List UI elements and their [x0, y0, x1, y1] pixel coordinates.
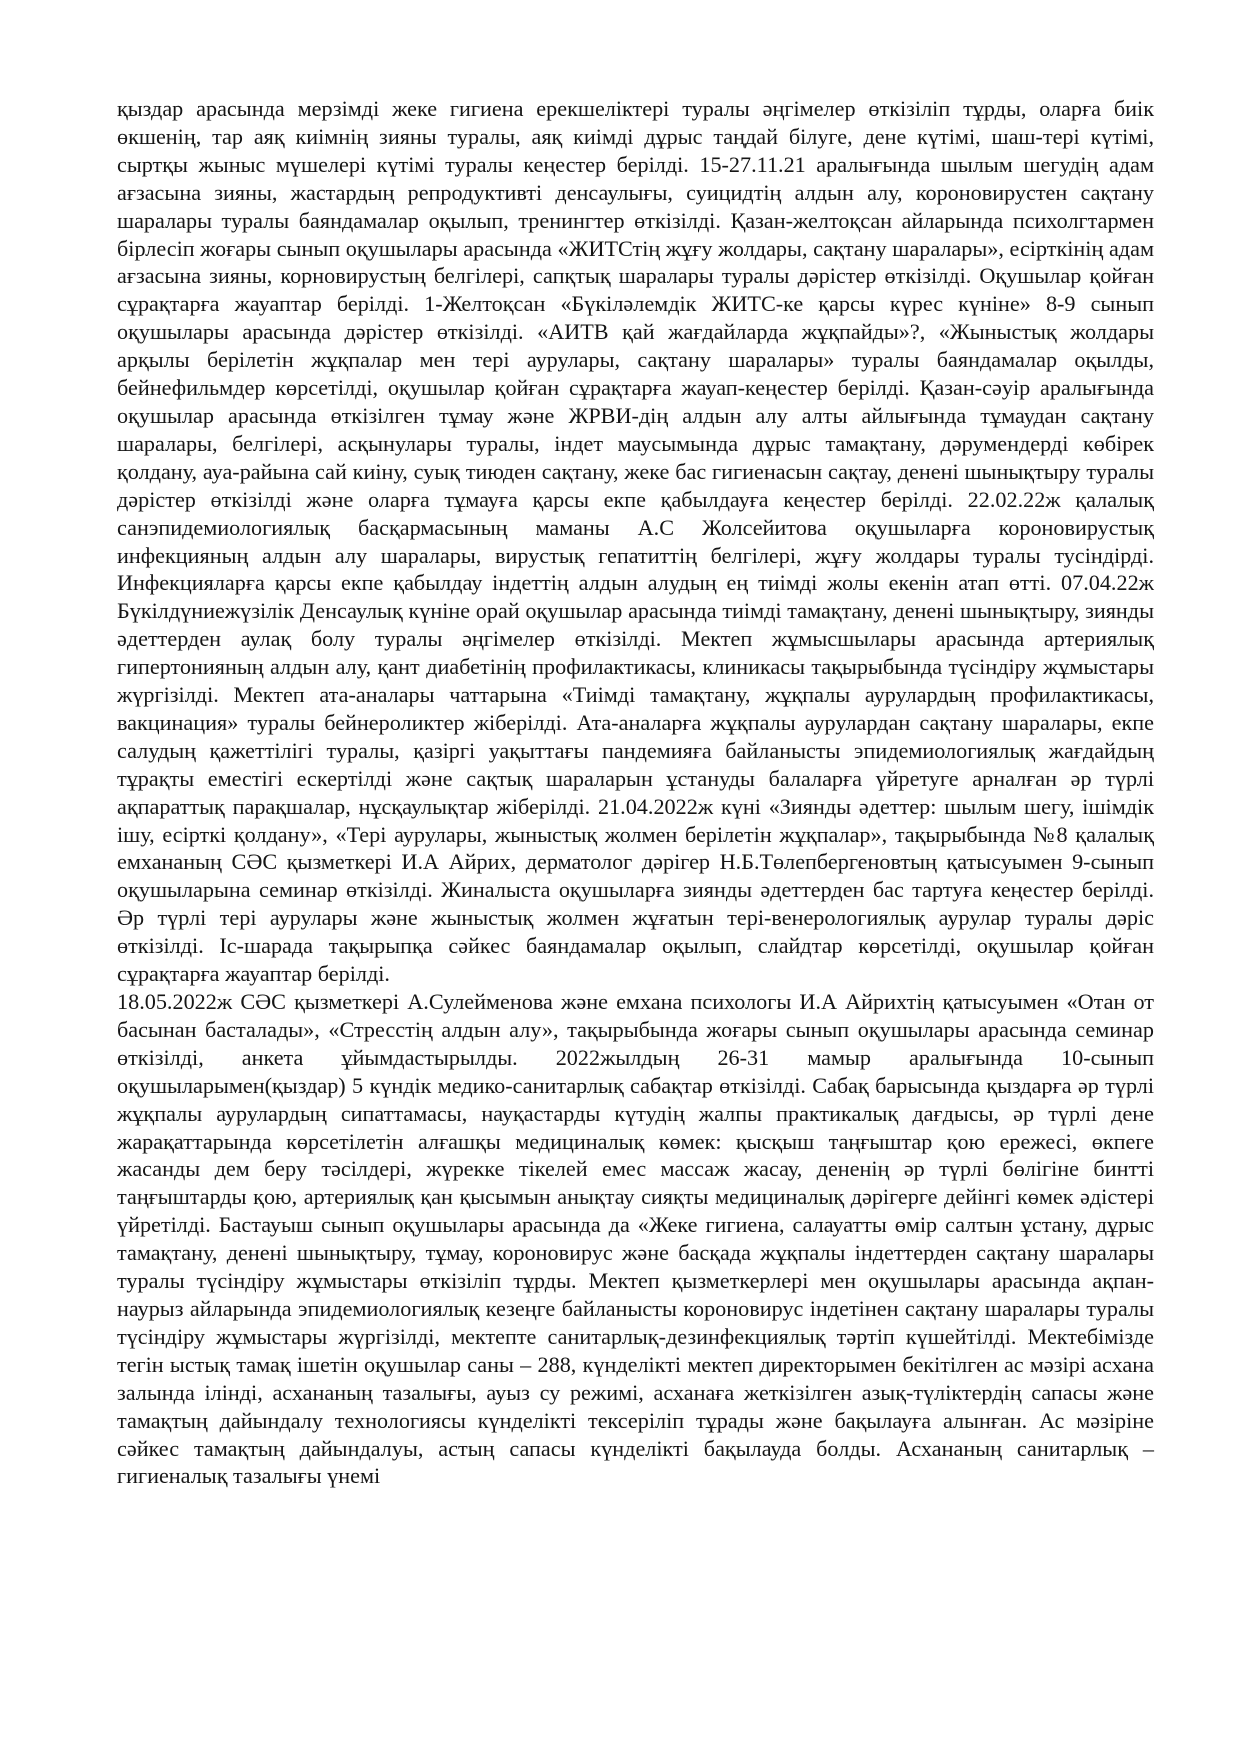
body-paragraph-1: қыздар арасында мерзімді жеке гигиена ерекшеліктері туралы әңгімелер өткізіліп тұрды, оларға биік өкшенің, тар аяқ киімнің зияны туралы, аяқ киімді дұрыс таңдай білуге, дене күтімі, шаш-тері күтімі, сыртқы жыныс мүшелері күтімі туралы кеңестер берілді. 15-27.11.21 аралығында шылым шегудің адам ағзасына зияны, жастардың репродуктивті денсаулығы, суицидтің алдын алу, короновирустен сақтану шаралары туралы баяндамалар оқылып, тренингтер өткізілді. Қазан-желтоқсан айларында психолгтармен бірлесіп жоғары сынып оқушылары арасында «ЖИТСтің жұғу жолдары, сақтану шаралары», есірткінің адам ағзасына зияны, корновирустың белгілері, сапқтық шаралары туралы дәрістер өткізілді. Оқушылар қойған сұрақтарға жауаптар берілді. 1-Желтоқсан «Бүкіләлемдік ЖИТС-ке қарсы күрес күніне» 8-9 сынып оқушылары арасында дәрістер өткізілді. «АИТВ қай жағдайларда жұқпайды»?, «Жыныстық жолдары арқылы берілетін жұқпалар мен тері аурулары, сақтану шаралары» туралы баяндамалар оқылды, бейнефильмдер көрсетілді, оқушылар қойған сұрақтарға жауап-кеңестер берілді. Қазан-сәуір аралығында оқушылар арасында өткізілген тұмау және ЖРВИ-дің алдын алу алты айлығында тұмаудан сақтану шаралары, белгілері, асқынулары туралы, індет маусымында дұрыс тамақтану, дәрумендерді көбірек қолдану, ауа-райына сай киіну, суық тиюден сақтану, жеке бас гигиенасын сақтау, денені шынықтыру туралы дәрістер өткізілді және оларға тұмауға қарсы екпе қабылдауға кеңестер берілді. 22.02.22ж қалалық санэпидемиологиялық басқармасының маманы А.С Жолсейитова оқушыларға короновирустық инфекцияның алдын алу шаралары, вирустық гепатиттің белгілері, жұғу жолдары туралы тусіндірді. Инфекцияларға қарсы екпе қабылдау індеттің алдын алудың ең тиімді жолы екенін атап өтті. 07.04.22ж Бүкілдүниежүзілік Денсаулық күніне орай оқушылар арасында тиімді тамақтану, денені шынықтыру, зиянды әдеттерден аулақ болу туралы әңгімелер өткізілді. Мектеп жұмысшылары арасында артериялық гипертонияның алдын алу, қант диабетінің профилактикасы, клиникасы тақырыбында түсіндіру жұмыстары жүргізілді. Мектеп ата-аналары чаттарына «Тиімді тамақтану, жұқпалы аурулардың профилактикасы, вакцинация» туралы бейнероликтер жіберілді. Ата-аналарға жұқпалы аурулардан сақтану шаралары, екпе салудың қажеттілігі туралы, қазіргі уақыттағы пандемияға байланысты эпидемиологиялық жағдайдың тұрақты еместігі ескертілді және сақтық шараларын ұстануды балаларға үйретуге арналған әр түрлі ақпараттық парақшалар, нұсқаулықтар жіберілді. 21.04.2022ж күні «Зиянды әдеттер: шылым шегу, ішімдік ішу, есірткі қолдану», «Тері аурулары, жыныстық жолмен берілетін жұқпалар», тақырыбында №8 қалалық емхананың СӘС қызметкері И.А Айрих, дерматолог дәрігер Н.Б.Төлепбергеновтың қатысуымен 9-сынып оқушыларына семинар өткізілді. Жиналыста оқушыларға зиянды әдеттерден бас тартуға кеңестер берілді. Әр түрлі тері аурулары және жыныстық жолмен жұғатын тері-венерологиялық аурулар туралы дәріс өткізілді. Іс-шарада тақырыпқа сәйкес баяндамалар оқылып, слайдтар көрсетілді, оқушылар қойған сұрақтарға жауаптар берілді.: [117, 96, 1154, 987]
document-page: [117, 95, 1154, 1490]
body-paragraph-2: 18.05.2022ж СӘС қызметкері А.Сулейменова және емхана психологы И.А Айрихтің қатысуымен «Отан от басынан басталады», «Стресстің алдын алу», тақырыбында жоғары сынып оқушылары арасында семинар өткізілді, анкета ұйымдастырылды. 2022жылдың 26-31 мамыр аралығында 10-сынып оқушыларымен(қыздар) 5 күндік медико-санитарлық сабақтар өткізілді. Сабақ барысында қыздарға әр түрлі жұқпалы аурулардың сипаттамасы, науқастарды күтудің жалпы практикалық дағдысы, әр түрлі дене жарақаттарында көрсетілетін алғашқы медициналық көмек: қысқыш таңғыштар қою ережесі, өкпеге жасанды дем беру тәсілдері, жүрекке тікелей емес массаж жасау, дененің әр түрлі бөлігіне бинтті таңғыштарды қою, артериялық қан қысымын анықтау сияқты медициналық дәрігерге дейінгі көмек әдістері үйретілді. Бастауыш сынып оқушылары арасында да «Жеке гигиена, салауатты өмір салтын ұстану, дұрыс тамақтану, денені шынықтыру, тұмау, короновирус және басқада жұқпалы індеттерден сақтану шаралары туралы түсіндіру жұмыстары өткізіліп тұрды. Мектеп қызметкерлері мен оқушылары арасында ақпан-наурыз айларында эпидемиологиялық кезеңге байланысты короновирус індетінен сақтану шаралары туралы түсіндіру жұмыстары жүргізілді, мектепте санитарлық-дезинфекциялық тәртіп күшейтілді. Мектебімізде тегін ыстық тамақ ішетін оқушылар саны – 288, күнделікті мектеп директорымен бекітілген ас мәзірі асхана залында ілінді, асхананың тазалығы, ауыз су режимі, асханаға жеткізілген азық-түліктердің сапасы және тамақтың дайындалу технологиясы күнделікті тексеріліп тұрады және бақылауға алынған. Ас мәзіріне сәйкес тамақтың дайындалуы, астың сапасы күнделікті бақылауда болды. Асхананың санитарлық – гигиеналық тазалығы үнемі: [117, 989, 1154, 1489]
